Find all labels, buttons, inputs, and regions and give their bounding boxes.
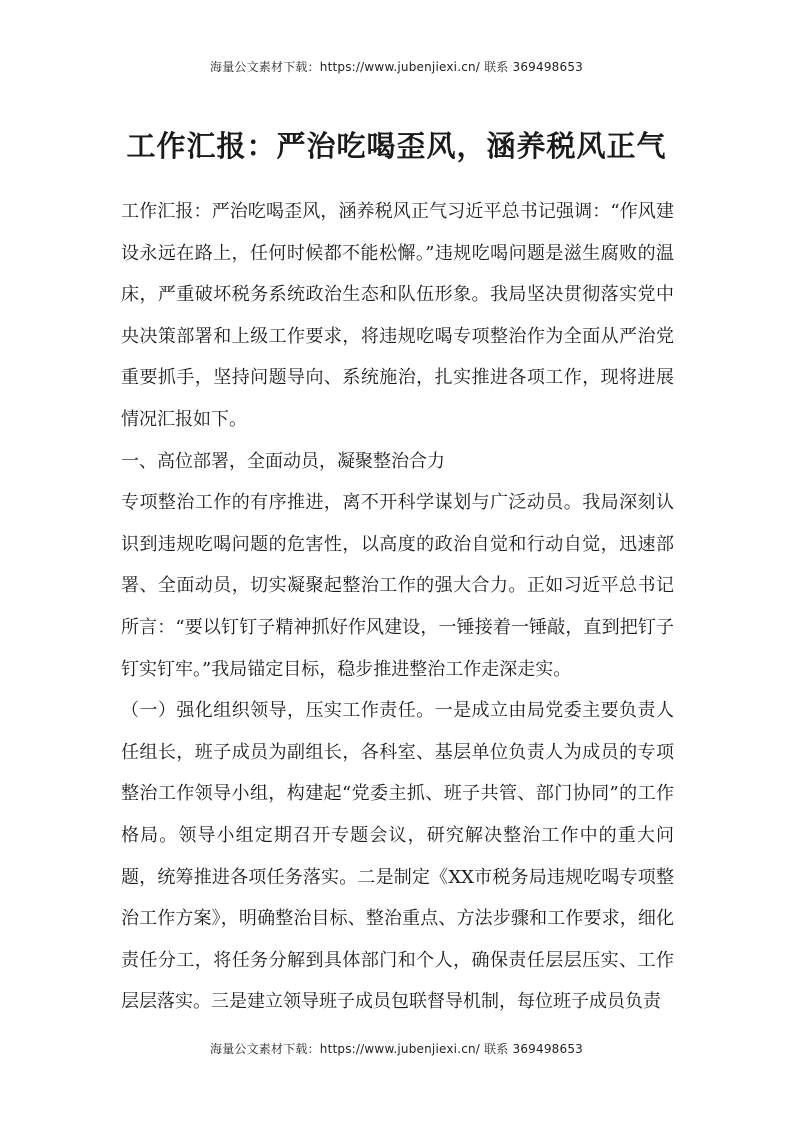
subsection-paragraph: （一）强化组织领导，压实工作责任。一是成立由局党委主要负责人任组长，班子成员为副组长，各科室、基层单位负责人为成员的专项整治工作领导小组，构建起“党委主抓、班子共管、部门协同”的工作格局。领导小组定期召开专题会议，研究解决整治工作中的重大问题，统筹推进各项任务落实。二是制定《XX市税务局违规吃喝专项整治工作方案》，明确整治目标、整治重点、方法步骤和工作要求，细化责任分工，将任务分解到具体部门和个人，确保责任层层压实、工作层层落实。三是建立领导班子成员包联督导机制，每位班子成员负责 [121,700,674,1013]
page-footer: 海量公文素材下载：https://www.jubenjiexi.cn/ 联系 369498653 [210,1042,583,1056]
section-paragraph: 专项整治工作的有序推进，离不开科学谋划与广泛动员。我局深刻认识到违规吃喝问题的危害性，以高度的政治自觉和行动自觉，迅速部署、全面动员，切实凝聚起整治工作的强大合力。正如习近平总书记所言：“要以钉钉子精神抓好作风建设，一锤接着一锤敲，直到把钉子钉实钉牢。”我局锚定目标，稳步推进整治工作走深走实。 [121,492,674,680]
page-header: 海量公文素材下载：https://www.jubenjiexi.cn/ 联系 369498653 [210,60,583,74]
document-title: 工作汇报：严治吃喝歪风，涵养税风正气 [126,129,667,163]
document-body [121,191,674,1023]
intro-paragraph: 工作汇报：严治吃喝歪风，涵养税风正气习近平总书记强调：“作风建设永远在路上，任何时候都不能松懈。”违规吃喝问题是滋生腐败的温床，严重破坏税务系统政治生态和队伍形象。我局坚决贯彻落实党中央决策部署和上级工作要求，将违规吃喝专项整治作为全面从严治党重要抓手，坚持问题导向、系统施治，扎实推进各项工作，现将进展情况汇报如下。 [121,201,674,430]
section-heading: 一、高位部署，全面动员，凝聚整治合力 [121,450,445,472]
